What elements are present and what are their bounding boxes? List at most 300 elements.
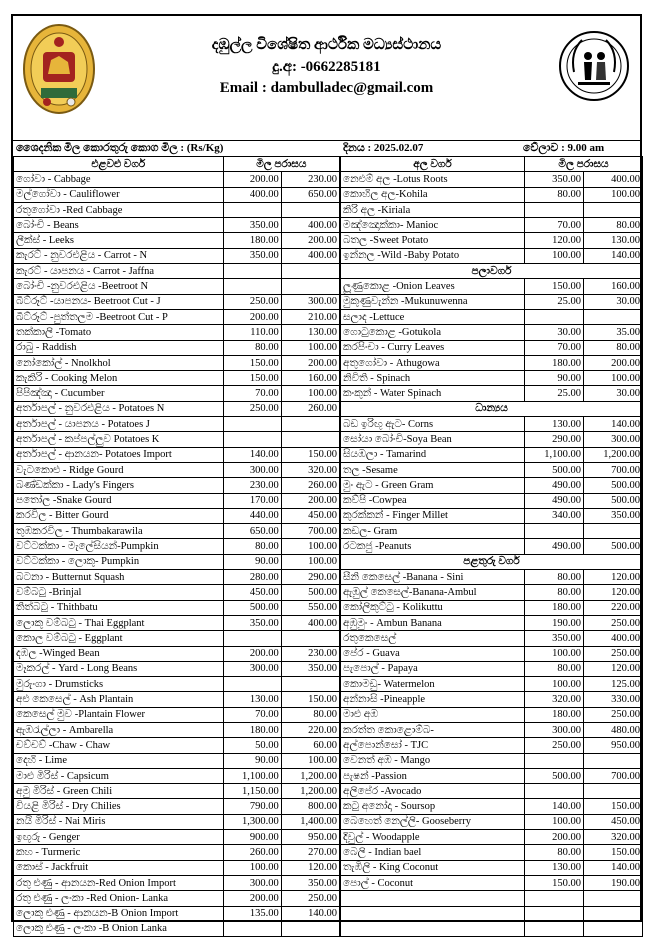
price-min [525, 309, 584, 324]
item-name: මුකුණුවැන්න -Mukunuwenna [341, 294, 525, 309]
item-name: සියඹලා - Tamarind [341, 447, 525, 462]
price-max: 250.00 [584, 615, 643, 630]
price-min: 440.00 [223, 508, 281, 523]
item-name: අර්තාපල් - නුවරඑළිය - Potatoes N [14, 401, 224, 416]
table-row [14, 784, 340, 799]
price-max: 80.00 [584, 340, 643, 355]
table-row [14, 615, 340, 630]
item-name: ලොකු ළුණු - ලංකා -B Onion Lanka [14, 921, 224, 936]
table-row [341, 784, 643, 799]
table-row [14, 218, 340, 233]
price-max [281, 432, 339, 447]
item-name: වට්ටක්කා - ලොකු- Pumpkin [14, 554, 224, 569]
price-min: 100.00 [525, 814, 584, 829]
table-row [14, 875, 340, 890]
price-max: 1,400.00 [281, 814, 339, 829]
price-max: 320.00 [281, 462, 339, 477]
item-name: කුරක්කන් - Finger Millet [341, 508, 525, 523]
price-min: 100.00 [525, 677, 584, 692]
item-name [341, 921, 525, 936]
table-row [14, 830, 340, 845]
item-name: බීට්රූට් -යාපනය- Beetroot Cut - J [14, 294, 224, 309]
item-name: කංකුන් - Water Spinach [341, 386, 525, 401]
table-row [341, 539, 643, 554]
price-min: 150.00 [223, 371, 281, 386]
price-min: 100.00 [223, 860, 281, 875]
item-name: රතුගෝවා -Red Cabbage [14, 202, 224, 217]
table-row [14, 248, 340, 263]
item-name: කඩල- Gram [341, 524, 525, 539]
table-row [341, 340, 643, 355]
column-header-item: එළවළු වර්ග [14, 157, 224, 172]
price-max [584, 753, 643, 768]
price-max: 500.00 [584, 539, 643, 554]
table-row [341, 661, 643, 676]
table-row [341, 478, 643, 493]
item-name: නිවිති - Spinach [341, 371, 525, 386]
table-row [341, 753, 643, 768]
section-title: ධාන්‍යය [341, 401, 643, 416]
price-max: 140.00 [584, 248, 643, 263]
price-min: 900.00 [223, 830, 281, 845]
price-max: 130.00 [281, 325, 339, 340]
header-text [133, 36, 520, 97]
table-row [341, 875, 643, 890]
item-name: පිපිඤ්ඤා - Cucumber [14, 386, 224, 401]
price-min: 250.00 [223, 401, 281, 416]
price-max: 35.00 [584, 325, 643, 340]
price-min: 350.00 [525, 172, 584, 187]
email-address: Email : dambulladec@gmail.com [219, 80, 434, 96]
price-max: 150.00 [281, 692, 339, 707]
price-min: 170.00 [223, 493, 281, 508]
price-min [223, 279, 281, 294]
price-min [525, 784, 584, 799]
item-name: වට්ටක්කා - මැලේසියන්-Pumpkin [14, 539, 224, 554]
price-max: 100.00 [281, 539, 339, 554]
table-row [341, 615, 643, 630]
item-name: බෝංචි -නුවරඑළිය -Beetroot N [14, 279, 224, 294]
price-max: 210.00 [281, 309, 339, 324]
price-max: 130.00 [584, 233, 643, 248]
item-name: ගොටුකොළ -Gotukola [341, 325, 525, 340]
price-max [584, 906, 643, 921]
item-name: ලොකු ළුණු - ආනයන-B Onion Import [14, 906, 224, 921]
table-row [341, 646, 643, 661]
price-min: 180.00 [525, 707, 584, 722]
price-min [223, 631, 281, 646]
table-row [14, 493, 340, 508]
item-name: කහ - Turmeric [14, 845, 224, 860]
table-row [341, 248, 643, 263]
price-max: 400.00 [281, 218, 339, 233]
price-min [223, 417, 281, 432]
price-max: 350.00 [281, 875, 339, 890]
item-name: පැෂන් -Passion [341, 768, 525, 783]
price-min: 70.00 [525, 340, 584, 355]
price-max: 300.00 [281, 294, 339, 309]
price-min [525, 524, 584, 539]
price-max: 125.00 [584, 677, 643, 692]
item-name: බෙලි - Indian bael [341, 845, 525, 860]
item-name: කොල වම්බටු - Eggplant [14, 631, 224, 646]
table-row [341, 462, 643, 477]
item-name: වැටකොළු - Ridge Gourd [14, 462, 224, 477]
item-name: කෙසෙල් මුව -Plantain Flower [14, 707, 224, 722]
price-max: 250.00 [584, 707, 643, 722]
price-min: 250.00 [525, 738, 584, 753]
sri-lanka-emblem-icon [21, 22, 97, 116]
price-max: 140.00 [281, 906, 339, 921]
vegetables-column [13, 156, 340, 937]
price-min: 110.00 [223, 325, 281, 340]
price-max: 700.00 [281, 524, 339, 539]
item-name: නෙළුම් අල -Lotus Roots [341, 172, 525, 187]
item-name: සෝයා බෝංචි-Soya Bean [341, 432, 525, 447]
table-row [14, 921, 340, 936]
table-row [341, 309, 643, 324]
price-max: 160.00 [281, 371, 339, 386]
table-row [341, 906, 643, 921]
institution-title: දඹුල්ල විශේෂිත ආර්ථික මධ්‍යස්ථානය [211, 37, 442, 53]
item-name: ඉඟුරු - Genger [14, 830, 224, 845]
table-row [14, 768, 340, 783]
price-max: 220.00 [281, 722, 339, 737]
section-row [341, 264, 643, 279]
price-max: 450.00 [584, 814, 643, 829]
price-max: 270.00 [281, 845, 339, 860]
item-name: සීනි කෙසෙල් -Banana - Sini [341, 570, 525, 585]
item-name: බෙහෙත් නෙල්ලි- Gooseberry [341, 814, 525, 829]
table-row [14, 539, 340, 554]
item-name: කව්පි -Cowpea [341, 493, 525, 508]
price-min [223, 432, 281, 447]
table-row [14, 570, 340, 585]
price-min: 140.00 [525, 799, 584, 814]
item-name: රතු ළුණු - ආනයන-Red Onion Import [14, 875, 224, 890]
item-name: කොස් - Jackfruit [14, 860, 224, 875]
table-header-row [14, 157, 340, 172]
price-max: 950.00 [281, 830, 339, 845]
price-max: 140.00 [584, 417, 643, 432]
price-min: 350.00 [525, 631, 584, 646]
price-sheet [11, 14, 642, 935]
item-name: කිරි අල -Kiriala [341, 202, 525, 217]
table-header-row [341, 157, 643, 172]
item-name: ඇඹරැල්ලා - Ambarella [14, 722, 224, 737]
table-row [341, 860, 643, 875]
price-min: 400.00 [223, 187, 281, 202]
table-row [14, 432, 340, 447]
price-min: 300.00 [223, 462, 281, 477]
price-min: 1,100.00 [223, 768, 281, 783]
table-row [14, 906, 340, 921]
price-min: 80.00 [525, 187, 584, 202]
price-min: 90.00 [223, 753, 281, 768]
item-name: තුඹකරවිල - Thumbakarawila [14, 524, 224, 539]
price-min: 180.00 [525, 355, 584, 370]
item-name: වියළි මිරිස් - Dry Chilies [14, 799, 224, 814]
table-row [341, 921, 643, 936]
price-max: 700.00 [584, 462, 643, 477]
price-min: 150.00 [223, 355, 281, 370]
table-row [14, 600, 340, 615]
item-name: බටනා - Butternut Squash [14, 570, 224, 585]
price-min: 135.00 [223, 906, 281, 921]
item-name: අතුගෝවා - Athugowa [341, 355, 525, 370]
table-row [14, 646, 340, 661]
section-row [341, 554, 643, 569]
price-max [281, 921, 339, 936]
table-row [341, 891, 643, 906]
price-max: 220.00 [584, 600, 643, 615]
price-min: 300.00 [223, 875, 281, 890]
price-max [281, 631, 339, 646]
item-name: අළු කෙසෙල් - Ash Plantain [14, 692, 224, 707]
item-name: ගෝවා - Cabbage [14, 172, 224, 187]
item-name: පොල් - Coconut [341, 875, 525, 890]
table-row [341, 432, 643, 447]
price-min: 450.00 [223, 585, 281, 600]
table-row [14, 294, 340, 309]
price-max: 160.00 [584, 279, 643, 294]
price-min: 80.00 [525, 585, 584, 600]
price-min: 150.00 [525, 279, 584, 294]
table-row [14, 707, 340, 722]
header [13, 16, 640, 138]
item-name: තිත්බටු - Thithbatu [14, 600, 224, 615]
table-row [14, 371, 340, 386]
price-max: 100.00 [281, 340, 339, 355]
price-min: 130.00 [223, 692, 281, 707]
price-max: 500.00 [281, 585, 339, 600]
price-max: 350.00 [281, 661, 339, 676]
table-row [341, 692, 643, 707]
price-min: 340.00 [525, 508, 584, 523]
item-name: අර්තාපල් - යාපනය - Potatoes J [14, 417, 224, 432]
item-name: පේර - Guava [341, 646, 525, 661]
price-min: 100.00 [525, 248, 584, 263]
table-row [341, 722, 643, 737]
price-min: 350.00 [223, 248, 281, 263]
price-max: 60.00 [281, 738, 339, 753]
price-min: 70.00 [223, 386, 281, 401]
item-name: ලොකු වම්බටු - Thai Eggplant [14, 615, 224, 630]
price-min [525, 891, 584, 906]
info-bar [13, 140, 640, 157]
price-min: 180.00 [223, 233, 281, 248]
table-row [14, 478, 340, 493]
table-row [341, 814, 643, 829]
item-name: අල්පොන්සෝ - TJC [341, 738, 525, 753]
table-row [341, 830, 643, 845]
price-max [281, 677, 339, 692]
item-name: ලූණුකොළ -Onion Leaves [341, 279, 525, 294]
price-min: 320.00 [525, 692, 584, 707]
price-min: 250.00 [223, 294, 281, 309]
price-min: 200.00 [223, 309, 281, 324]
price-min: 500.00 [525, 768, 584, 783]
price-max [584, 524, 643, 539]
item-name: නෝකෝල් - Nnolkhol [14, 355, 224, 370]
price-min: 140.00 [223, 447, 281, 462]
table-row [341, 294, 643, 309]
price-max: 230.00 [281, 646, 339, 661]
table-row [341, 768, 643, 783]
table-row [14, 355, 340, 370]
price-min: 500.00 [525, 462, 584, 477]
price-min: 490.00 [525, 539, 584, 554]
tubers-greens-fruits-column [340, 156, 642, 937]
item-name: දඹල -Winged Bean [14, 646, 224, 661]
price-max: 260.00 [281, 478, 339, 493]
item-name: රතුකෙසෙල් [341, 631, 525, 646]
price-max [281, 279, 339, 294]
item-name: අමු මිරිස් - Green Chili [14, 784, 224, 799]
price-min: 790.00 [223, 799, 281, 814]
price-min: 190.00 [525, 615, 584, 630]
price-max: 190.00 [584, 875, 643, 890]
item-name: බණ්ඩක්කා - Lady's Fingers [14, 478, 224, 493]
price-max: 1,200.00 [281, 768, 339, 783]
table-row [341, 677, 643, 692]
item-name: නයි මිරිස් - Nai Miris [14, 814, 224, 829]
price-min: 90.00 [223, 554, 281, 569]
price-max [584, 784, 643, 799]
table-row [14, 279, 340, 294]
item-name: මාළු අඹ [341, 707, 525, 722]
report-time: වේලාව : 9.00 am [523, 142, 605, 154]
price-max: 150.00 [281, 447, 339, 462]
price-min [223, 202, 281, 217]
table-row [341, 570, 643, 585]
item-name: දිවුල් - Woodapple [341, 830, 525, 845]
table-row [14, 814, 340, 829]
item-name: මාළු මිරිස් - Capsicum [14, 768, 224, 783]
price-max: 1,200.00 [281, 784, 339, 799]
price-min: 25.00 [525, 294, 584, 309]
table-row [14, 325, 340, 340]
price-max: 200.00 [281, 355, 339, 370]
price-min: 350.00 [223, 615, 281, 630]
price-max: 200.00 [281, 233, 339, 248]
price-max: 140.00 [584, 860, 643, 875]
price-max: 700.00 [584, 768, 643, 783]
price-max: 150.00 [584, 845, 643, 860]
table-row [341, 799, 643, 814]
price-min: 490.00 [525, 493, 584, 508]
table-row [341, 845, 643, 860]
price-min [525, 921, 584, 936]
price-max: 120.00 [584, 585, 643, 600]
item-name: පතෝල -Snake Gourd [14, 493, 224, 508]
table-row [14, 172, 340, 187]
price-max: 200.00 [281, 493, 339, 508]
price-min: 200.00 [223, 172, 281, 187]
table-row [341, 417, 643, 432]
price-max: 500.00 [584, 478, 643, 493]
item-name: මල්ගෝවා - Cauliflower [14, 187, 224, 202]
item-name: දෙහි - Lime [14, 753, 224, 768]
price-min: 150.00 [525, 875, 584, 890]
item-name: කටු අනෝදා - Soursop [341, 799, 525, 814]
table-row [14, 845, 340, 860]
item-name: වම්බටු -Brinjal [14, 585, 224, 600]
price-min: 490.00 [525, 478, 584, 493]
price-min: 280.00 [223, 570, 281, 585]
price-min: 80.00 [525, 845, 584, 860]
table-row [341, 508, 643, 523]
price-max: 100.00 [584, 371, 643, 386]
table-row [341, 447, 643, 462]
table-row [14, 233, 340, 248]
table-row [14, 524, 340, 539]
price-min: 130.00 [525, 417, 584, 432]
price-max: 950.00 [584, 738, 643, 753]
item-name: ඉන්නල -Wild -Baby Potato [341, 248, 525, 263]
price-min [223, 264, 281, 279]
table-row [14, 309, 340, 324]
table-row [341, 233, 643, 248]
table-row [341, 371, 643, 386]
price-min: 200.00 [525, 830, 584, 845]
item-name: මුං ඇට - Green Gram [341, 478, 525, 493]
table-row [14, 860, 340, 875]
price-max: 400.00 [584, 631, 643, 646]
price-max: 650.00 [281, 187, 339, 202]
table-row [341, 279, 643, 294]
price-max: 100.00 [584, 187, 643, 202]
price-max: 80.00 [584, 218, 643, 233]
price-max: 350.00 [584, 508, 643, 523]
price-min [223, 677, 281, 692]
table-row [14, 202, 340, 217]
table-row [341, 202, 643, 217]
price-min: 80.00 [223, 340, 281, 355]
price-max: 100.00 [281, 554, 339, 569]
table-row [14, 264, 340, 279]
price-max: 480.00 [584, 722, 643, 737]
price-max: 200.00 [584, 355, 643, 370]
price-max: 100.00 [281, 753, 339, 768]
item-name: කරපිංචා - Curry Leaves [341, 340, 525, 355]
table-row [14, 631, 340, 646]
price-max: 300.00 [584, 432, 643, 447]
vegetables-table [13, 156, 340, 937]
item-name: වෙනත් අඹ - Mango [341, 753, 525, 768]
price-max [281, 264, 339, 279]
price-min: 130.00 [525, 860, 584, 875]
item-name: මුරුංගා - Drumsticks [14, 677, 224, 692]
item-name: කරත්ත කොළොම්බ- [341, 722, 525, 737]
table-row [341, 585, 643, 600]
price-max: 250.00 [584, 646, 643, 661]
table-row [14, 661, 340, 676]
price-max [584, 891, 643, 906]
department-seal-icon [556, 22, 632, 116]
table-row [341, 325, 643, 340]
item-name: කැකිරි - Cooking Melon [14, 371, 224, 386]
item-name: තැඹිලි - King Coconut [341, 860, 525, 875]
item-name: පැපොල් - Papaya [341, 661, 525, 676]
item-name: අඹුමුං - Ambun Banana [341, 615, 525, 630]
item-name: තල -Sesame [341, 462, 525, 477]
phone-number: දු.අ: -0662285181 [272, 59, 381, 75]
price-max [281, 202, 339, 217]
price-min: 260.00 [223, 845, 281, 860]
price-min: 90.00 [525, 371, 584, 386]
price-max: 80.00 [281, 707, 339, 722]
